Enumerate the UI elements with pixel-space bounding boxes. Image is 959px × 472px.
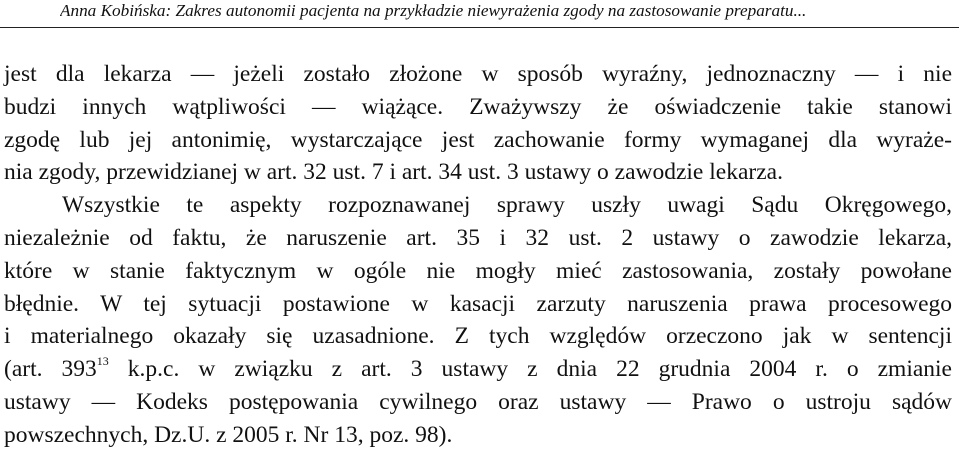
citation-suffix: k.p.c. w związku z art. 3 ustawy z dnia 22 grudnia 2004 r. o zmianie [108,356,952,383]
text-line: niezależnie od faktu, że naruszenie art. 35 i 32 ust. 2 ustawy o zawodzie lekarza, [4,224,952,251]
text-line: które w stanie faktycznym w ogóle nie mogły mieć zastosowania, zostały powołane [4,257,952,284]
text-line: Wszystkie te aspekty rozpoznawanej sprawy uszły uwagi Sądu Okręgowego, [62,192,952,219]
text-line: budzi innych wątpliwości — wiążące. Zważywszy że oświadczenie takie stanowi [4,93,952,120]
article-superscript: 13 [96,354,109,369]
header-divider [0,27,959,28]
text-line: zgodę lub jej antonimię, wystarczające jest zachowanie formy wymaganej dla wyraże- [4,126,952,153]
body-text [4,58,959,452]
citation-prefix: (art. 393 [4,356,97,383]
text-line-with-superscript [4,353,952,386]
text-line: błędnie. W tej sytuacji postawione w kasacji zarzuty naruszenia prawa procesowego [4,290,952,317]
text-line: i materialnego okazały się uzasadnione. Z tych względów orzeczono jak w sentencji [4,323,952,350]
text-line: powszechnych, Dz.U. z 2005 r. Nr 13, poz. 98). [4,421,453,448]
text-line: ustawy — Kodeks postępowania cywilnego oraz ustawy — Prawo o ustroju sądów [4,388,952,415]
text-line: jest dla lekarza — jeżeli zostało złożone w sposób wyraźny, jednoznaczny — i nie [4,61,952,87]
running-header: Anna Kobińska: Zakres autonomii pacjenta na przykładzie niewyrażenia zgody na zastosowanie preparatu... [60,1,807,20]
text-line: nia zgody, przewidzianej w art. 32 ust. 7 i art. 34 ust. 3 ustawy o zawodzie lekarza. [4,159,783,186]
